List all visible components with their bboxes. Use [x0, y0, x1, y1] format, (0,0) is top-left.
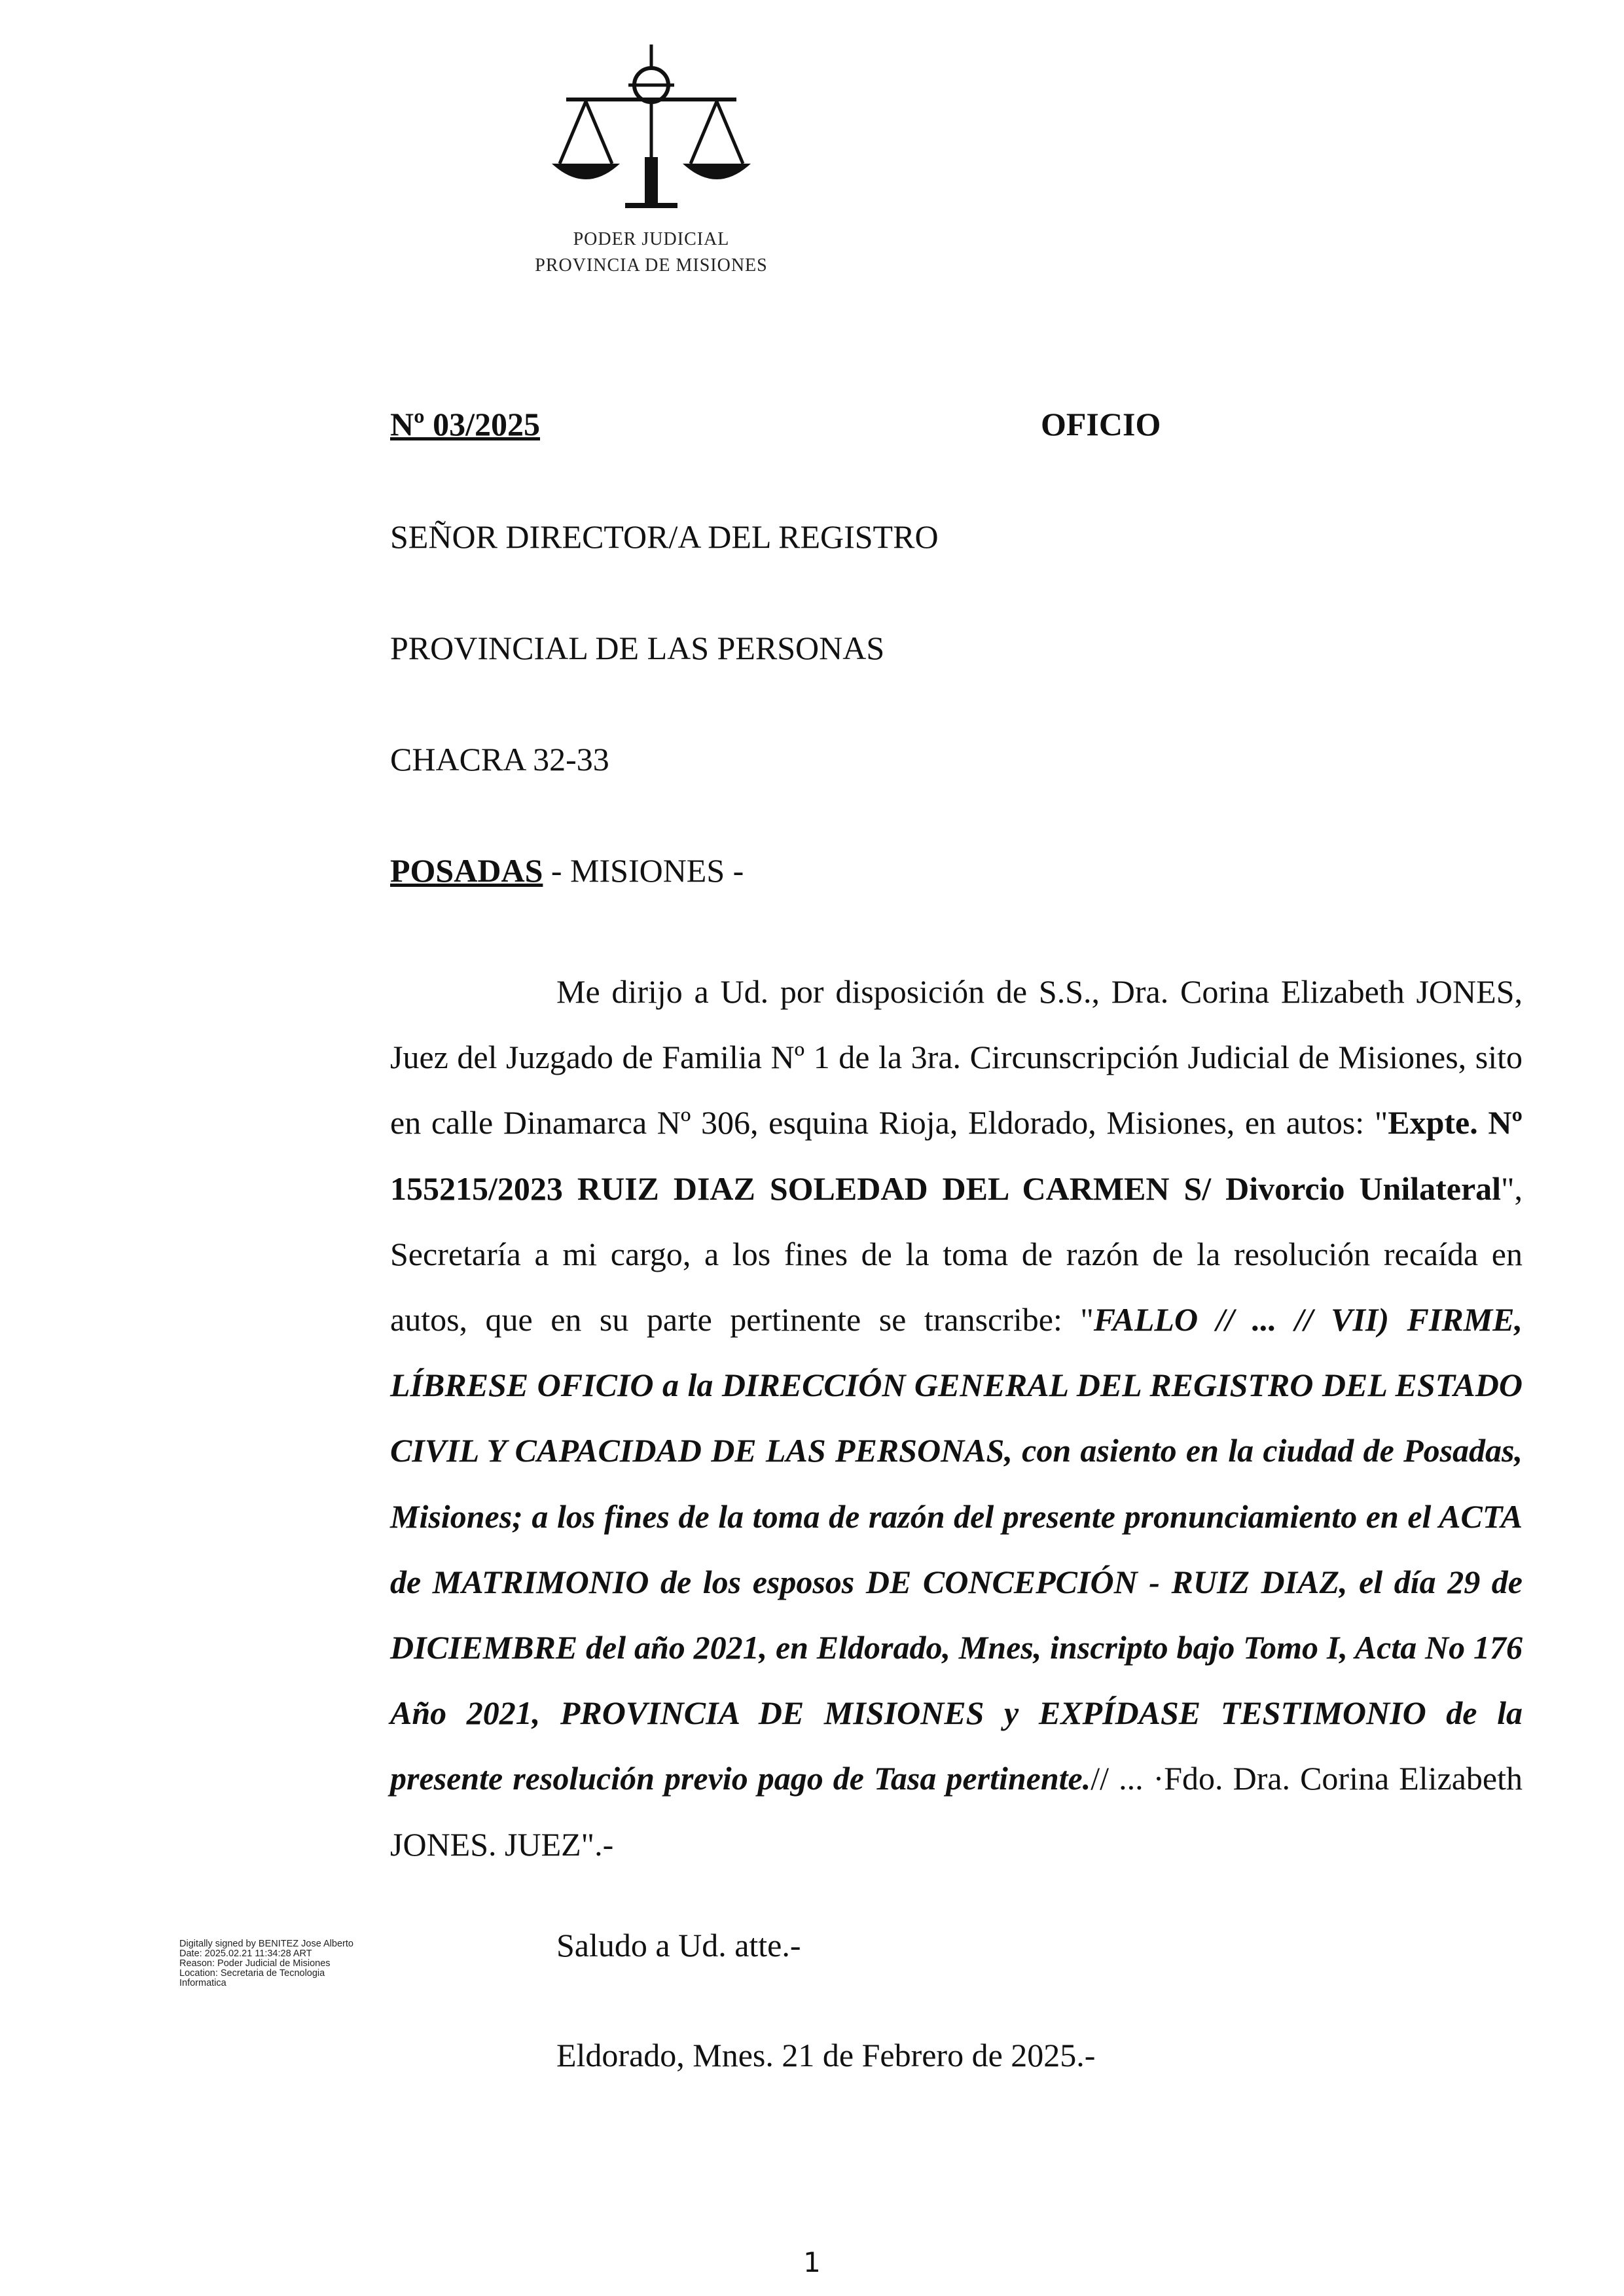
institution-name: PODER JUDICIAL	[573, 229, 730, 249]
case-reference: Expte. Nº 155215/2023 RUIZ DIAZ SOLEDAD DEL CARMEN S/ Divorcio Unilateral	[390, 1104, 1523, 1207]
judicial-logo	[520, 39, 782, 288]
recipient-line-3: CHACRA 32-33	[390, 741, 609, 778]
recipient-line-1: SEÑOR DIRECTOR/A DEL REGISTRO	[390, 518, 939, 555]
document-type: OFICIO	[1041, 406, 1161, 442]
digital-signature-block	[179, 1939, 353, 1988]
page-number: 1	[803, 2246, 821, 2278]
place-date: Eldorado, Mnes. 21 de Febrero de 2025.-	[556, 2037, 1096, 2073]
body-middle: ", Secretaría a mi cargo, a los fines de la toma de razón de la resolución recaída en autos, que en su parte pertinente se transcribe: "	[390, 1170, 1523, 1338]
signature-reason: Reason: Poder Judicial de Misiones	[179, 1958, 331, 1969]
recipient-region: - MISIONES -	[543, 852, 744, 889]
ruling-transcript: FALLO // ... // VII) FIRME, LÍBRESE OFICIO a la DIRECCIÓN GENERAL DEL REGISTRO DEL ESTADO CIVIL Y CAPACIDAD DE LAS PERSONAS, con asiento en la ciudad de Posadas, Misiones; a los fines de la toma de razón del presente pronunciamiento en el ACTA de MATRIMONIO de los esposos DE CONCEPCIÓN - RUIZ DIAZ, el día 29 de DICIEMBRE del año 2021, en Eldorado, Mnes, inscripto bajo Tomo I, Acta No 176 Año 2021, PROVINCIA DE MISIONES y EXPÍDASE TESTIMONIO de la presente resolución previo pago de Tasa pertinente.	[390, 1301, 1523, 1797]
institution-province: PROVINCIA DE MISIONES	[535, 255, 768, 276]
salutation: Saludo a Ud. atte.-	[556, 1927, 801, 1964]
signature-location-cont: Informatica	[179, 1978, 226, 1988]
signature-date: Date: 2025.02.21 11:34:28 ART	[179, 1948, 312, 1959]
recipient-line-2: PROVINCIAL DE LAS PERSONAS	[390, 630, 885, 666]
signature-signer: Digitally signed by BENITEZ Jose Alberto	[179, 1939, 353, 1949]
document-number: Nº 03/2025	[390, 406, 541, 442]
letter-body	[390, 959, 1523, 1877]
ruling-signature: // ... ·Fdo. Dra. Corina Elizabeth JONES. JUEZ".-	[390, 1760, 1523, 1863]
recipient-city: POSADAS	[390, 852, 543, 889]
body-intro: Me dirijo a Ud. por disposición de S.S., Dra. Corina Elizabeth JONES, Juez del Juzgado de Familia Nº 1 de la 3ra. Circunscripción Judicial de Misiones, sito en calle Dinamarca Nº 306, esquina Rioja, Eldorado, Misiones, en autos: "	[390, 973, 1523, 1141]
scales-of-justice-icon	[547, 39, 756, 209]
recipient-city-line	[390, 851, 744, 890]
signature-location: Location: Secretaria de Tecnologia	[179, 1968, 325, 1979]
